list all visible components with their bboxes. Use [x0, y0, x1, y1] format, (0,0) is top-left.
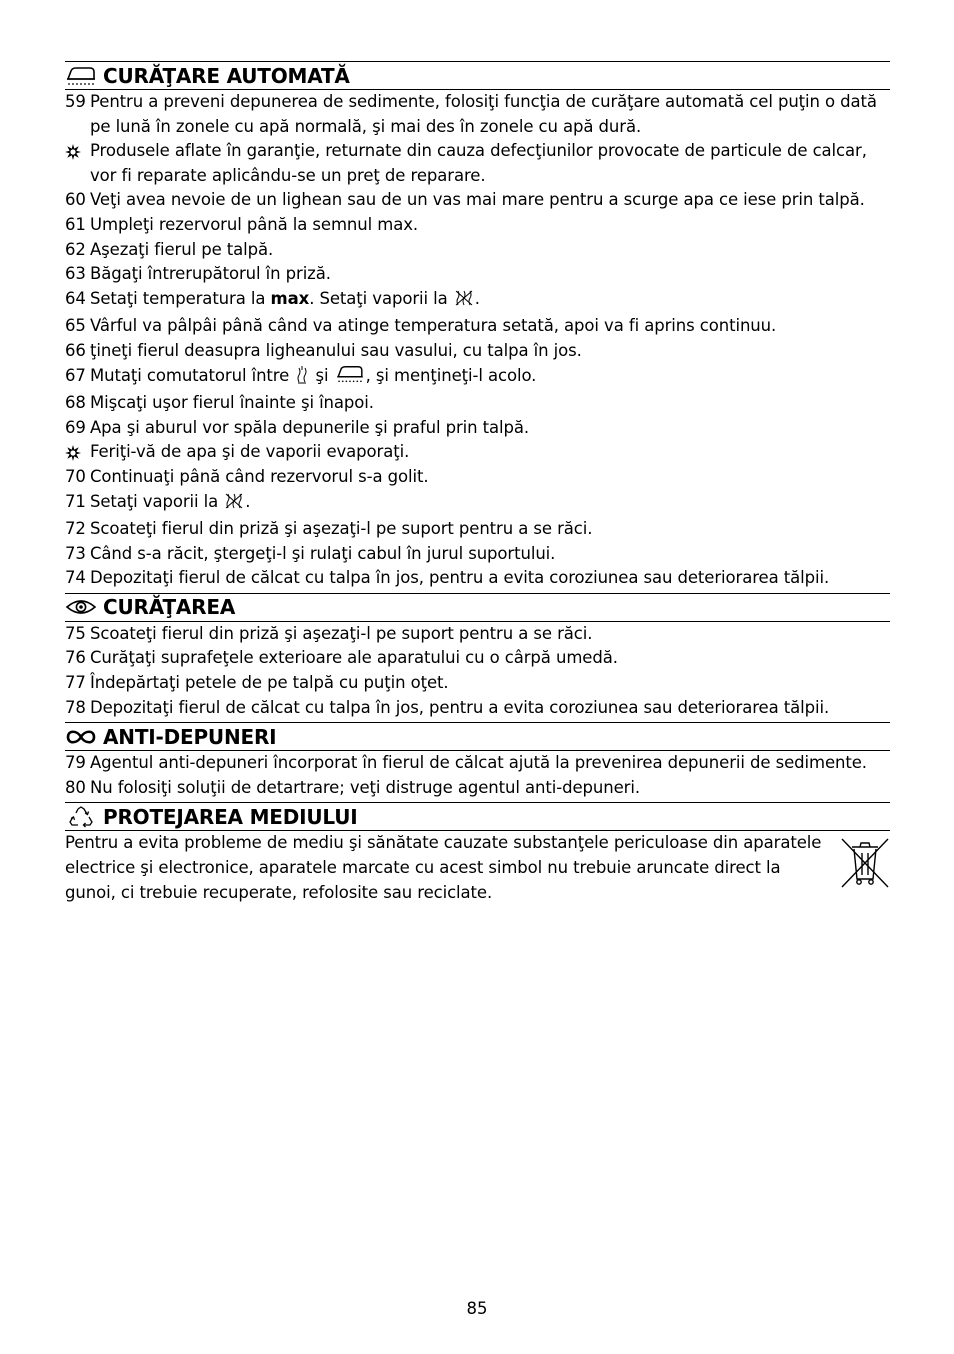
list-item: 68 Mişcaţi uşor fierul înainte şi înapoi. [65, 393, 374, 413]
crossed-bin-icon [836, 831, 890, 905]
warning-star-icon [65, 139, 90, 188]
section-header-auto-clean [65, 61, 890, 90]
list-item: 63 Băgaţi întrerupătorul în priză. [65, 264, 331, 284]
list-item: 61 Umpleţi rezervorul până la semnul max. [65, 214, 419, 234]
list-item: 80 Nu folosiţi soluţii de detartrare; veţi distruge agentul anti-depuneri. [65, 777, 640, 797]
iron-clean-icon [335, 364, 365, 392]
list-item: 72 Scoateţi fierul din priză şi aşezaţi-l pe suport pentru a se răci. [65, 519, 593, 539]
list-item: 70 Continuaţi până când rezervorul s-a golit. [65, 466, 429, 486]
section-header-environment [65, 802, 890, 831]
list-item: 75 Scoateţi fierul din priză şi aşezaţi-l pe suport pentru a se răci. [65, 623, 593, 643]
list-item: 79 Agentul anti-depuneri încorporat în fierul de călcat ajută la prevenirea depunerii de sedimente. [65, 753, 867, 773]
warning-star-icon [65, 440, 90, 465]
warning-item: Produsele aflate în garanţie, returnate din cauza defecţiunilor provocate de particule de calcar, vor fi reparate aplicându-se un preţ de reparare. [65, 139, 890, 188]
section-title: CURĂŢARE AUTOMATĂ [103, 63, 350, 88]
warning-item: Feriţi-vă de apa şi de vaporii evaporaţi. [65, 440, 890, 465]
list-item: 66 ţineţi fierul deasupra ligheanului sau vasului, cu talpa în jos. [65, 340, 582, 360]
section-title: CURĂŢAREA [103, 595, 236, 620]
list-item: 76 Curăţaţi suprafeţele exterioare ale aparatului cu o cârpă umedă. [65, 648, 618, 668]
section-title: PROTEJAREA MEDIULUI [103, 804, 358, 829]
list-item: 59 Pentru a preveni depunerea de sedimente, folosiţi funcţia de curăţare automată cel puţin o dată pe lună în zonele cu apă normală, şi mai des în zonele cu apă dură. [65, 92, 877, 136]
recycle-icon [65, 806, 97, 828]
list-item: 77 Îndepărtaţi petele de pe talpă cu puţin oţet. [65, 673, 449, 693]
infinity-icon [65, 726, 97, 748]
list-item: 62 Aşezaţi fierul pe talpă. [65, 239, 274, 259]
list-item: 71 Setaţi vaporii la . [65, 490, 890, 518]
iron-clean-icon [65, 65, 97, 87]
list-item: 69 Apa şi aburul vor spăla depunerile şi praful prin talpă. [65, 417, 530, 437]
steam-burst-icon [295, 364, 309, 392]
list-item: 67 Mutaţi comutatorul între şi , şi menţineţi-l acolo. [65, 364, 890, 392]
page-content [65, 61, 890, 905]
eye-icon [65, 596, 97, 618]
list-item: 73 Când s-a răcit, ştergeţi-l şi rulaţi cabul în jurul suportului. [65, 543, 556, 563]
page-number: 85 [466, 1299, 488, 1318]
section-title: ANTI-DEPUNERI [103, 724, 277, 749]
no-steam-icon [454, 289, 474, 315]
environment-paragraph: Pentru a evita probleme de mediu şi sănătate cauzate substanţele periculoase din aparatele electrice şi electronice, aparatele marcate cu acest simbol nu trebuie aruncate direct la gunoi, ci trebuie recuperate, refolosite sau reciclate. [65, 831, 890, 905]
section-header-anti-calc [65, 722, 890, 751]
list-item: 60 Veţi avea nevoie de un lighean sau de un vas mai mare pentru a scurge apa ce iese prin talpă. [65, 190, 865, 210]
list-item: 74 Depozitaţi fierul de călcat cu talpa în jos, pentru a evita coroziunea sau deteriorarea tălpii. [65, 568, 830, 588]
list-item: 64 Setaţi temperatura la max. Setaţi vaporii la . [65, 287, 890, 315]
no-steam-icon [224, 492, 244, 518]
section-header-cleaning [65, 593, 890, 622]
list-item: 78 Depozitaţi fierul de călcat cu talpa în jos, pentru a evita coroziunea sau deteriorarea tălpii. [65, 697, 830, 717]
list-item: 65 Vârful va pâlpâi până când va atinge temperatura setată, apoi va fi aprins continuu. [65, 316, 777, 336]
